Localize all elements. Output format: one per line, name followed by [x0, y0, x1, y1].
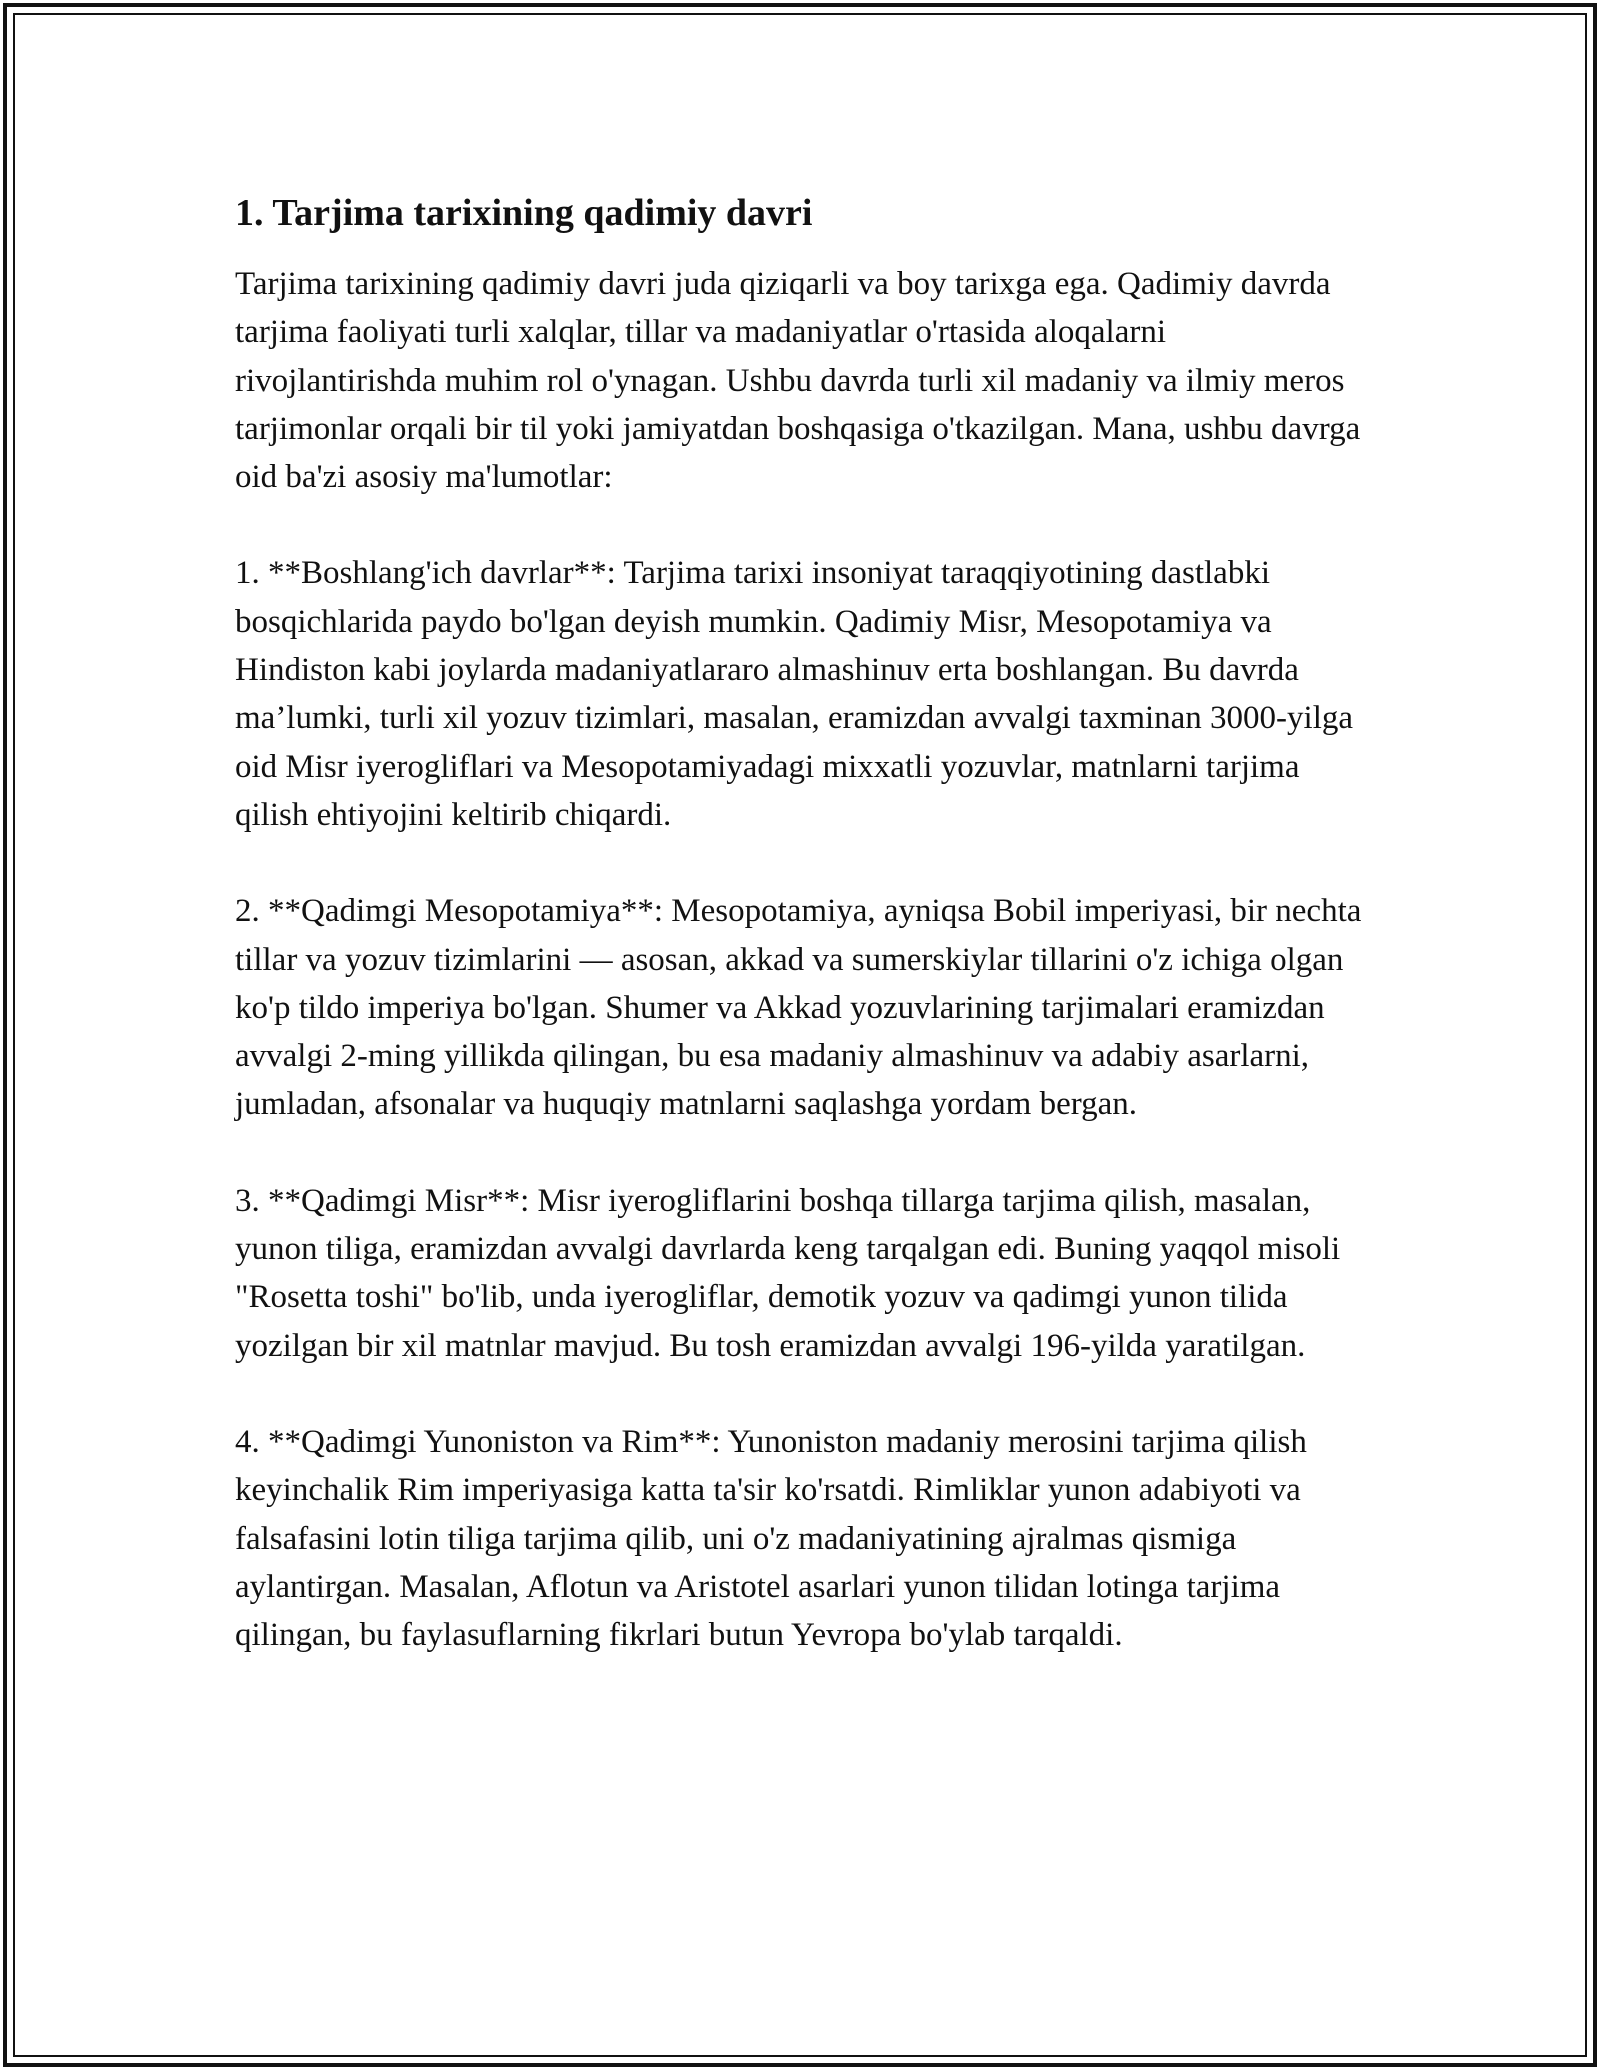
page-title: 1. Tarjima tarixining qadimiy davri	[235, 192, 813, 234]
paragraph-yunoniston-va-rim: 4. **Qadimgi Yunoniston va Rim**: Yunoniston madaniy merosini tarjima qilish keyinchalik Rim imperiyasiga katta ta'sir ko'rsatdi. Rimliklar yunon adabiyoti va falsafasini lotin tiliga tarjima qilib, uni o'z madaniyatining ajralmas qismiga aylantirgan. Masalan, Aflotun va Aristotel asarlari yunon tilidan lotinga tarjima qilingan, bu faylasuflarning fikrlari butun Yevropa bo'ylab tarqaldi.	[235, 1423, 1307, 1654]
paragraph-qadimgi-misr: 3. **Qadimgi Misr**: Misr iyerogliflarini boshqa tillarga tarjima qilish, masalan, yunon tiliga, eramizdan avvalgi davrlarda keng tarqalgan edi. Buning yaqqol misoli "Rosetta toshi" bo'lib, unda iyerogliflar, demotik yozuv va qadimgi yunon tilida yozilgan bir xil matnlar mavjud. Bu tosh eramizdan avvalgi 196-yilda yaratilgan.	[235, 1182, 1341, 1364]
paragraph-qadimgi-mesopotamiya: 2. **Qadimgi Mesopotamiya**: Mesopotamiya, ayniqsa Bobil imperiyasi, bir nechta tillar va yozuv tizimlarini — asosan, akkad va sumerskiylar tillarini o'z ichiga olgan ko'p tildo imperiya bo'lgan. Shumer va Akkad yozuvlarining tarjimalari eramizdan avvalgi 2-ming yillikda qilingan, bu esa madaniy almashinuv va adabiy asarlarni, jumladan, afsonalar va huquqiy matnlarni saqlashga yordam bergan.	[235, 893, 1362, 1123]
paragraph-boshlangich-davrlar: 1. **Boshlang'ich davrlar**: Tarjima tarixi insoniyat taraqqiyotining dastlabki bosqichlarida paydo bo'lgan deyish mumkin. Qadimiy Misr, Mesopotamiya va Hindiston kabi joylarda madaniyatlararo almashinuv erta boshlangan. Bu davrda ma’lumki, turli xil yozuv tizimlari, masalan, eramizdan avvalgi taxminan 3000-yilga oid Misr iyerogliflari va Mesopotamiyadagi mixxatli yozuvlar, matnlarni tarjima qilish ehtiyojini keltirib chiqardi.	[235, 555, 1354, 833]
intro-paragraph: Tarjima tarixining qadimiy davri juda qiziqarli va boy tarixga ega. Qadimiy davrda tarjima faoliyati turli xalqlar, tillar va madaniyatlar o'rtasida aloqalarni rivojlantirishda muhim rol o'ynagan. Ushbu davrda turli xil madaniy va ilmiy meros tarjimonlar orqali bir til yoki jamiyatdan boshqasiga o'tkazilgan. Mana, ushbu davrga oid ba'zi asosiy ma'lumotlar:	[235, 266, 1361, 496]
document-body	[235, 190, 1375, 1707]
